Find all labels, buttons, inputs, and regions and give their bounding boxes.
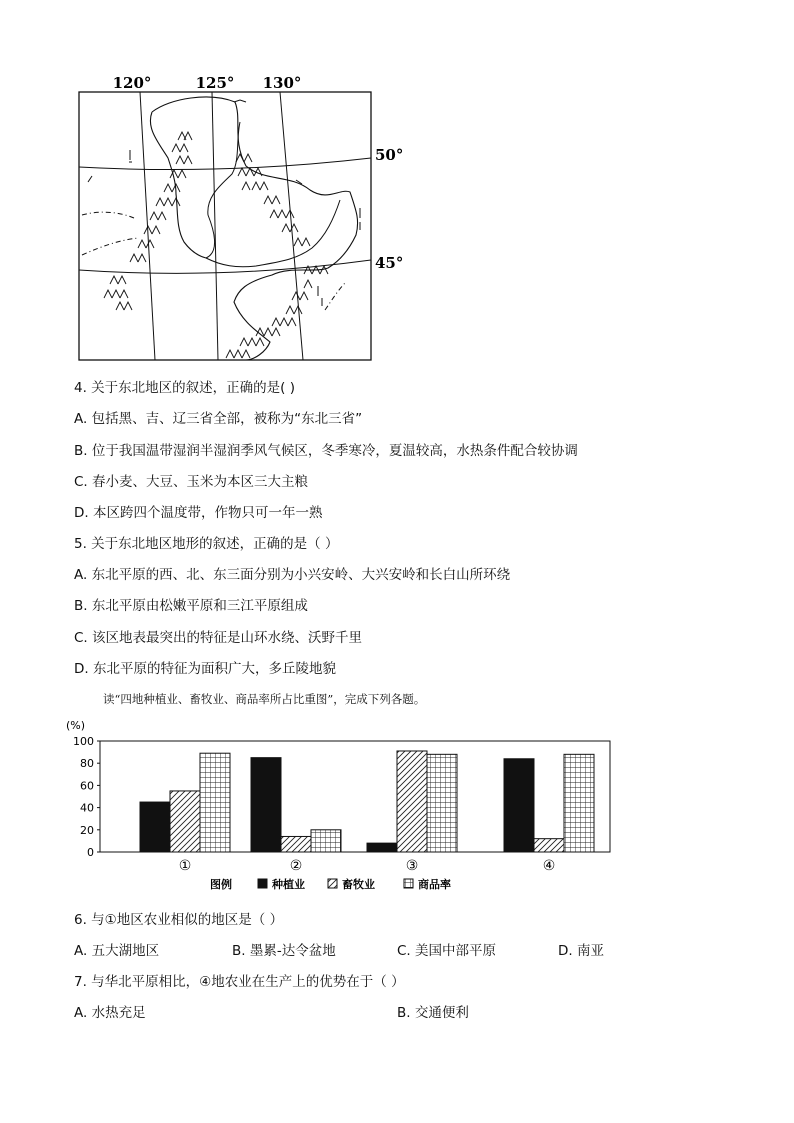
y-tick-label: 20 xyxy=(80,823,94,837)
legend-swatch-商品率 xyxy=(404,879,413,888)
parallel-45 xyxy=(79,260,371,273)
region-border-west xyxy=(150,112,206,258)
chart-instruction: 读“四地种植业、畜牧业、商品率所占比重图”，完成下列各题。 xyxy=(103,692,426,706)
mountain-symbols xyxy=(104,132,328,358)
map-frame xyxy=(79,92,371,360)
y-tick-label: 60 xyxy=(80,779,94,793)
question-7-option-a: A. 水热充足 xyxy=(74,1005,146,1021)
bar-商品率-2 xyxy=(311,830,341,852)
y-tick-label: 0 xyxy=(87,846,94,859)
lat-label-45: 45° xyxy=(375,254,404,272)
region-border-south xyxy=(206,200,340,267)
bar-种植业-2 xyxy=(251,758,281,852)
legend-swatch-种植业 xyxy=(258,879,267,888)
legend-title: 图例 xyxy=(210,878,232,891)
question-4-option-d: D. 本区跨四个温度带，作物只可一年一熟 xyxy=(74,505,323,521)
question-4-stem: 4. 关于东北地区的叙述，正确的是( ) xyxy=(74,380,295,396)
lon-label-130: 130° xyxy=(262,74,302,92)
bar-畜牧业-3 xyxy=(397,751,427,852)
boundary-dashdot-2 xyxy=(82,238,138,255)
question-6-option-d: D. 南亚 xyxy=(558,943,604,959)
question-6-option-a: A. 五大湖地区 xyxy=(74,943,160,959)
question-4-option-c: C. 春小麦、大豆、玉米为本区三大主粮 xyxy=(74,474,309,490)
lon-label-125: 125° xyxy=(195,74,235,92)
question-5-option-b: B. 东北平原由松嫩平原和三江平原组成 xyxy=(74,598,308,614)
small-marks xyxy=(88,100,360,306)
question-5-option-a: A. 东北平原的西、北、东三面分别为小兴安岭、大兴安岭和长白山所环绕 xyxy=(74,567,511,583)
category-label: ③ xyxy=(405,858,419,874)
question-7-option-b: B. 交通便利 xyxy=(397,1005,469,1021)
question-6-option-c: C. 美国中部平原 xyxy=(397,943,497,959)
bar-种植业-3 xyxy=(367,843,397,852)
question-5-option-c: C. 该区地表最突出的特征是山环水绕、沃野千里 xyxy=(74,630,363,646)
legend-swatch-畜牧业 xyxy=(328,879,337,888)
bar-商品率-3 xyxy=(427,754,457,852)
legend-label-商品率: 商品率 xyxy=(418,878,451,891)
category-label: ① xyxy=(178,858,192,874)
bar-畜牧业-1 xyxy=(170,791,200,852)
bar-种植业-4 xyxy=(504,759,534,852)
y-tick-label: 100 xyxy=(73,735,94,748)
bar-畜牧业-2 xyxy=(281,836,311,852)
lat-label-50: 50° xyxy=(375,146,404,164)
question-6-stem: 6. 与①地区农业相似的地区是（ ） xyxy=(74,912,284,928)
boundary-dashdot-3 xyxy=(325,282,346,310)
northeast-china-map xyxy=(60,70,404,370)
lon-label-120: 120° xyxy=(112,74,152,92)
question-5-option-d: D. 东北平原的特征为面积广大，多丘陵地貌 xyxy=(74,661,336,677)
bar-种植业-1 xyxy=(140,802,170,852)
boundary-dashdot-1 xyxy=(82,212,134,218)
parallel-50 xyxy=(79,158,371,170)
category-label: ② xyxy=(289,858,303,874)
question-7-stem: 7. 与华北平原相比，④地农业在生产上的优势在于（ ） xyxy=(74,974,405,990)
y-tick-label: 40 xyxy=(80,801,94,815)
legend-label-种植业: 种植业 xyxy=(272,878,305,891)
agriculture-bar-chart xyxy=(60,712,620,902)
y-axis-unit: (%) xyxy=(66,719,86,732)
bar-商品率-1 xyxy=(200,753,230,852)
meridian-125 xyxy=(212,92,218,360)
question-5-stem: 5. 关于东北地区地形的叙述，正确的是（ ） xyxy=(74,536,339,552)
region-border-inner xyxy=(206,122,240,258)
bar-畜牧业-4 xyxy=(534,839,564,852)
bar-商品率-4 xyxy=(564,754,594,852)
category-label: ④ xyxy=(542,858,556,874)
legend-label-畜牧业: 畜牧业 xyxy=(342,878,375,891)
question-6-option-b: B. 墨累-达令盆地 xyxy=(232,943,336,959)
province-border xyxy=(152,97,358,360)
question-4-option-b: B. 位于我国温带湿润半湿润季风气候区，冬季寒冷，夏温较高，水热条件配合较协调 xyxy=(74,443,578,459)
question-4-option-a: A. 包括黑、吉、辽三省全部，被称为“东北三省” xyxy=(74,411,363,427)
y-tick-label: 80 xyxy=(80,757,94,771)
